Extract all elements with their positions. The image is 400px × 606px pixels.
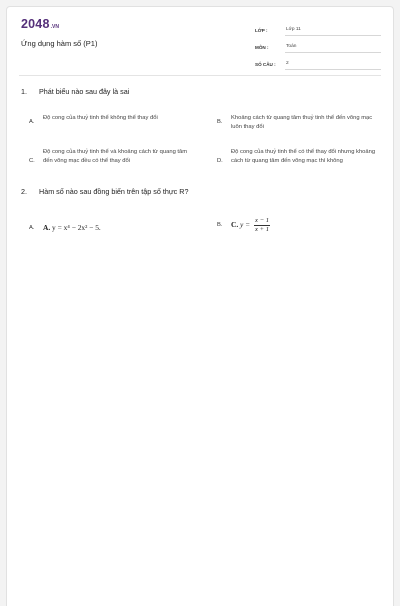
option-text: Độ cong của thuỷ tinh thể không thể thay đổi — [43, 115, 158, 121]
option-formula — [43, 224, 101, 233]
info-label: MÔN : — [255, 45, 269, 50]
document-title: Ứng dụng hàm số (P1) — [21, 39, 98, 48]
info-label: SỐ CÂU : — [255, 62, 276, 67]
fraction-numerator: x − 1 — [255, 217, 269, 224]
brand-logo-number: 2048 — [21, 17, 50, 31]
answer-option-a[interactable] — [29, 114, 189, 127]
question-text: Phát biểu nào sau đây là sai — [39, 87, 130, 96]
answer-option-b[interactable] — [217, 217, 377, 234]
info-panel — [255, 19, 381, 70]
option-letter: C. — [29, 158, 35, 164]
option-letter: B. — [217, 222, 223, 229]
option-formula — [231, 217, 270, 234]
info-value: 2 — [285, 61, 381, 70]
fraction-denominator: x + 1 — [255, 226, 269, 233]
answer-option-c[interactable] — [29, 148, 189, 166]
answer-options — [21, 202, 381, 242]
info-row-question-count — [255, 53, 381, 70]
option-text: Khoảng cách từ quang tâm thuỷ tinh thể đến võng mạc luôn thay đổi — [231, 115, 373, 130]
formula-prefix: A. — [43, 223, 51, 232]
option-text: Độ cong của thuỷ tinh thể và khoảng cách từ quang tâm đến võng mạc đều có thể thay đổi — [43, 149, 188, 164]
question-heading — [21, 187, 381, 196]
formula-prefix: C. — [231, 220, 239, 230]
worksheet-page — [6, 6, 394, 606]
brand-logo-suffix: .VN — [50, 24, 59, 30]
info-row-subject — [255, 36, 381, 53]
question-text: Hàm số nào sau đồng biến trên tập số thực R? — [39, 187, 189, 196]
answer-option-d[interactable] — [217, 148, 377, 166]
option-letter: D. — [217, 158, 223, 164]
question-number: 2. — [21, 187, 27, 196]
question-1 — [21, 87, 381, 182]
option-letter: B. — [217, 119, 223, 125]
question-2 — [21, 187, 381, 242]
fraction — [254, 217, 270, 234]
option-text: Độ cong của thuỷ tinh thể có thể thay đổi nhưng khoảng cách từ quang tâm đến võng mạc thì không — [231, 149, 376, 164]
answer-option-a[interactable] — [29, 224, 199, 233]
option-letter: A. — [29, 225, 35, 231]
option-letter: A. — [29, 119, 35, 125]
info-row-class — [255, 19, 381, 36]
formula-expression: y = x⁴ − 2x² − 5. — [50, 223, 101, 232]
answer-options — [21, 102, 381, 182]
answer-option-b[interactable] — [217, 114, 377, 132]
header-divider — [19, 75, 381, 76]
info-label: LỚP : — [255, 28, 268, 33]
brand-logo — [21, 17, 59, 31]
info-value: Lớp 11 — [285, 27, 381, 36]
info-value: Toán — [285, 44, 381, 53]
question-number: 1. — [21, 87, 27, 96]
formula-lhs: y = — [238, 220, 251, 230]
question-heading — [21, 87, 381, 96]
